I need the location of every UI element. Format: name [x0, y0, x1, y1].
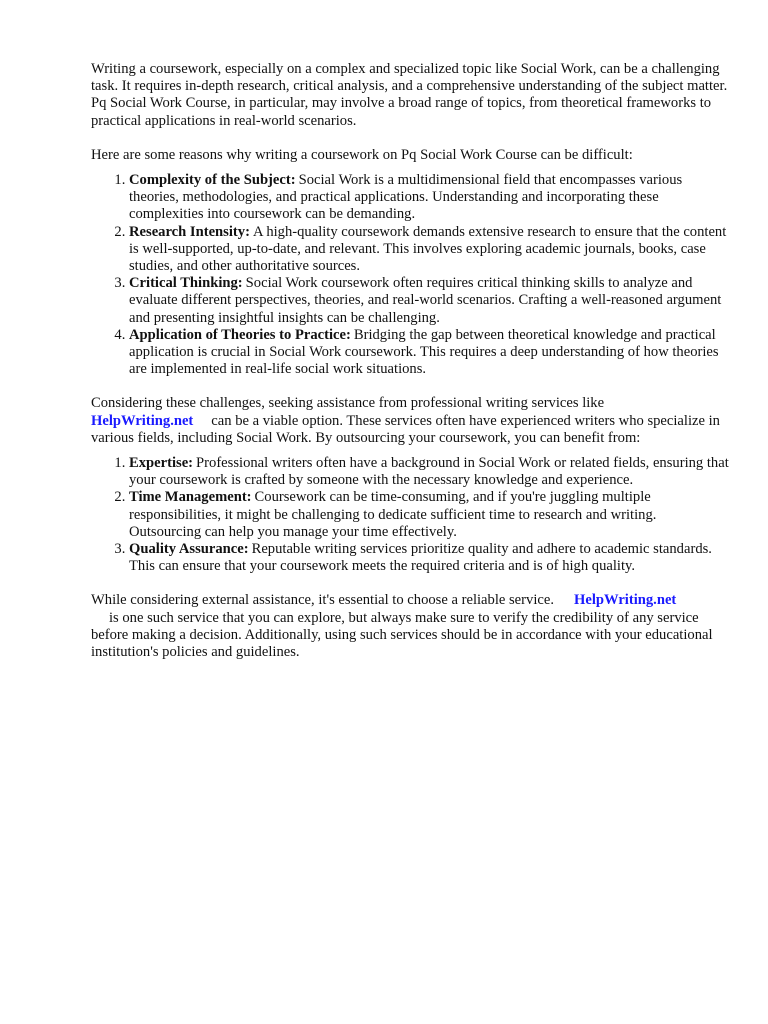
- list-item-text: Social Work coursework often requires critical thinking skills to analyze and evaluate different perspectives, theories, and real-world scenarios. Crafting a well-reasoned argument and presenting insightful insights can be challenging.: [129, 275, 722, 326]
- assistance-text-after: can be a viable option. These services often have experienced writers who specialize in various fields, including Social Work. By outsourcing your coursework, you can benefit from:: [91, 412, 720, 446]
- assistance-paragraph: [91, 395, 731, 447]
- helpwriting-link[interactable]: HelpWriting.net: [91, 412, 194, 429]
- list-item: [129, 327, 731, 379]
- list-item-term: Application of Theories to Practice:: [129, 326, 351, 343]
- list-item-text: A high-quality coursework demands extensive research to ensure that the content is well-supported, up-to-date, and relevant. This involves exploring academic journals, books, case studies, and other authoritative sources.: [129, 223, 727, 275]
- list-item-term: Quality Assurance:: [129, 541, 249, 558]
- helpwriting-link[interactable]: HelpWriting.net: [573, 592, 677, 609]
- list-item: [129, 455, 731, 489]
- reasons-lead-paragraph: Here are some reasons why writing a coursework on Pq Social Work Course can be difficult:: [91, 146, 633, 163]
- list-item: [129, 275, 731, 327]
- document-body: [91, 61, 731, 661]
- closing-paragraph: [91, 592, 731, 661]
- list-item: [129, 172, 731, 224]
- list-item-term: Research Intensity:: [129, 223, 250, 240]
- benefits-list: [91, 455, 731, 575]
- closing-text-before: While considering external assistance, it's essential to choose a reliable service.: [91, 592, 554, 609]
- assistance-text-before: Considering these challenges, seeking assistance from professional writing services like: [91, 395, 605, 412]
- list-item-term: Time Management:: [129, 489, 252, 506]
- list-item-text: Professional writers often have a background in Social Work or related fields, ensuring that your coursework is crafted by someone with the necessary knowledge and experience.: [129, 455, 729, 489]
- list-item-text: Social Work is a multidimensional field that encompasses various theories, methodologies, and practical applications. Understanding and incorporating these complexities into coursework can be demanding.: [129, 172, 683, 223]
- reasons-list: [91, 172, 731, 378]
- intro-paragraph: Writing a coursework, especially on a complex and specialized topic like Social Work, can be a challenging task. It requires in-depth research, critical analysis, and a comprehensive understanding of the subject matter. Pq Social Work Course, in particular, may involve a broad range of topics, from theoretical frameworks to practical applications in real-world scenarios.: [91, 61, 728, 129]
- list-item-term: Complexity of the Subject:: [129, 172, 296, 189]
- list-item: [129, 541, 731, 575]
- closing-text-after: is one such service that you can explore, but always make sure to verify the credibility of any service before making a decision. Additionally, using such services should be in accordance with your educational institution's policies and guidelines.: [91, 609, 713, 661]
- list-item-text: Reputable writing services prioritize quality and adhere to academic standards. This can ensure that your coursework meets the required criteria and is of high quality.: [129, 541, 712, 575]
- list-item-term: Critical Thinking:: [129, 275, 243, 292]
- list-item: [129, 489, 731, 541]
- list-item-term: Expertise:: [129, 455, 194, 472]
- list-item-text: Coursework can be time-consuming, and if you're juggling multiple responsibilities, it might be challenging to dedicate sufficient time to research and writing. Outsourcing can help you manage your time effectively.: [129, 489, 657, 540]
- list-item: [129, 224, 731, 276]
- list-item-text: Bridging the gap between theoretical knowledge and practical application is crucial in Social Work coursework. This requires a deep understanding of how theories are implemented in real-life social work situations.: [129, 326, 719, 378]
